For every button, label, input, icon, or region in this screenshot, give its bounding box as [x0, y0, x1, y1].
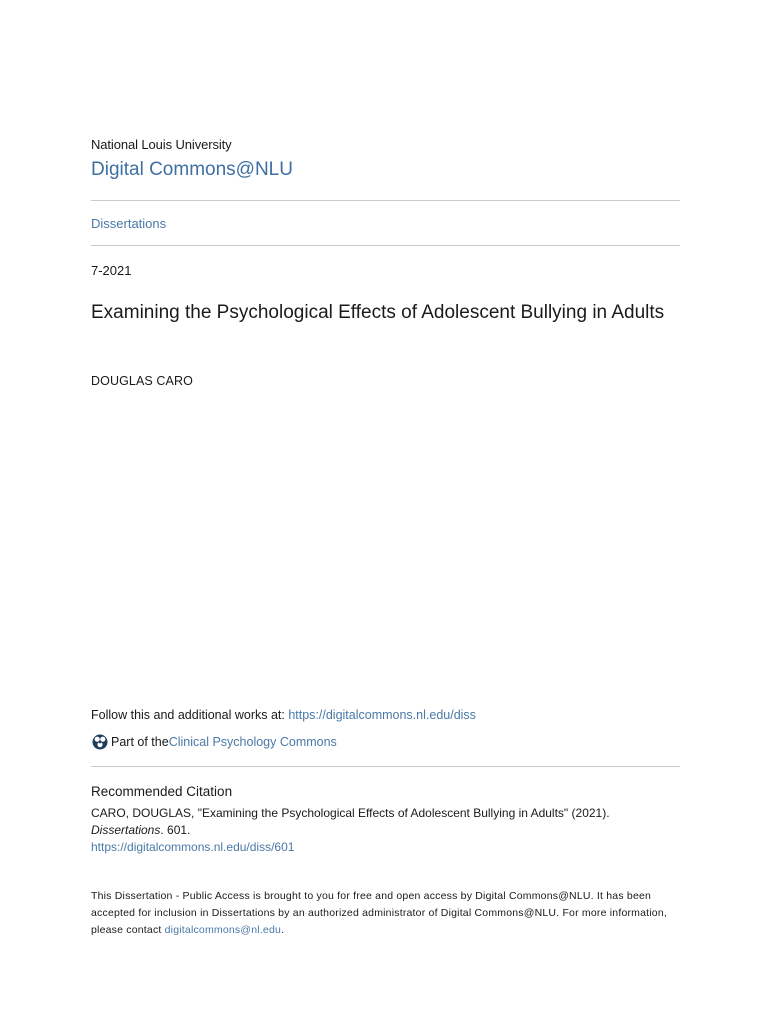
- access-end: .: [281, 924, 285, 936]
- citation-url-link[interactable]: https://digitalcommons.nl.edu/diss/601: [91, 840, 295, 854]
- recommended-citation-heading: Recommended Citation: [91, 784, 233, 799]
- citation-line: CARO, DOUGLAS, "Examining the Psychological Effects of Adolescent Bullying in Adults" (2021).: [91, 806, 610, 820]
- contact-email-link[interactable]: digitalcommons@nl.edu: [164, 924, 282, 936]
- part-of-line: [91, 733, 337, 751]
- follow-prefix: Follow this and additional works at:: [91, 708, 289, 722]
- discipline-commons-link[interactable]: Clinical Psychology Commons: [168, 735, 337, 749]
- repository-link[interactable]: Digital Commons@NLU: [91, 159, 293, 180]
- divider: [91, 766, 680, 767]
- divider: [91, 245, 680, 246]
- publication-date: 7-2021: [91, 263, 132, 278]
- follow-line: [91, 708, 476, 722]
- access-text: This Dissertation - Public Access is brought to you for free and open access by Digital Commons@NLU. It has been accepted for inclusion in Dissertations by an authorized administrator of Digital Commons@NLU. For more information, please contact: [91, 890, 668, 936]
- citation-series: Dissertations: [91, 823, 161, 837]
- collection-link[interactable]: Dissertations: [91, 216, 167, 231]
- bepress-commons-icon: [91, 733, 109, 751]
- access-statement: [91, 888, 680, 939]
- divider: [91, 200, 680, 201]
- citation-text: [91, 805, 680, 856]
- institution-name: National Louis University: [91, 137, 232, 152]
- part-of-prefix: Part of the: [111, 735, 169, 749]
- document-title: Examining the Psychological Effects of Adolescent Bullying in Adults: [91, 302, 665, 323]
- cover-page: [91, 0, 680, 1024]
- author-name: DOUGLAS CARO: [91, 374, 193, 388]
- citation-number: . 601.: [160, 823, 191, 837]
- collection-url-link[interactable]: https://digitalcommons.nl.edu/diss: [288, 708, 476, 722]
- citation-series-line: [91, 822, 680, 839]
